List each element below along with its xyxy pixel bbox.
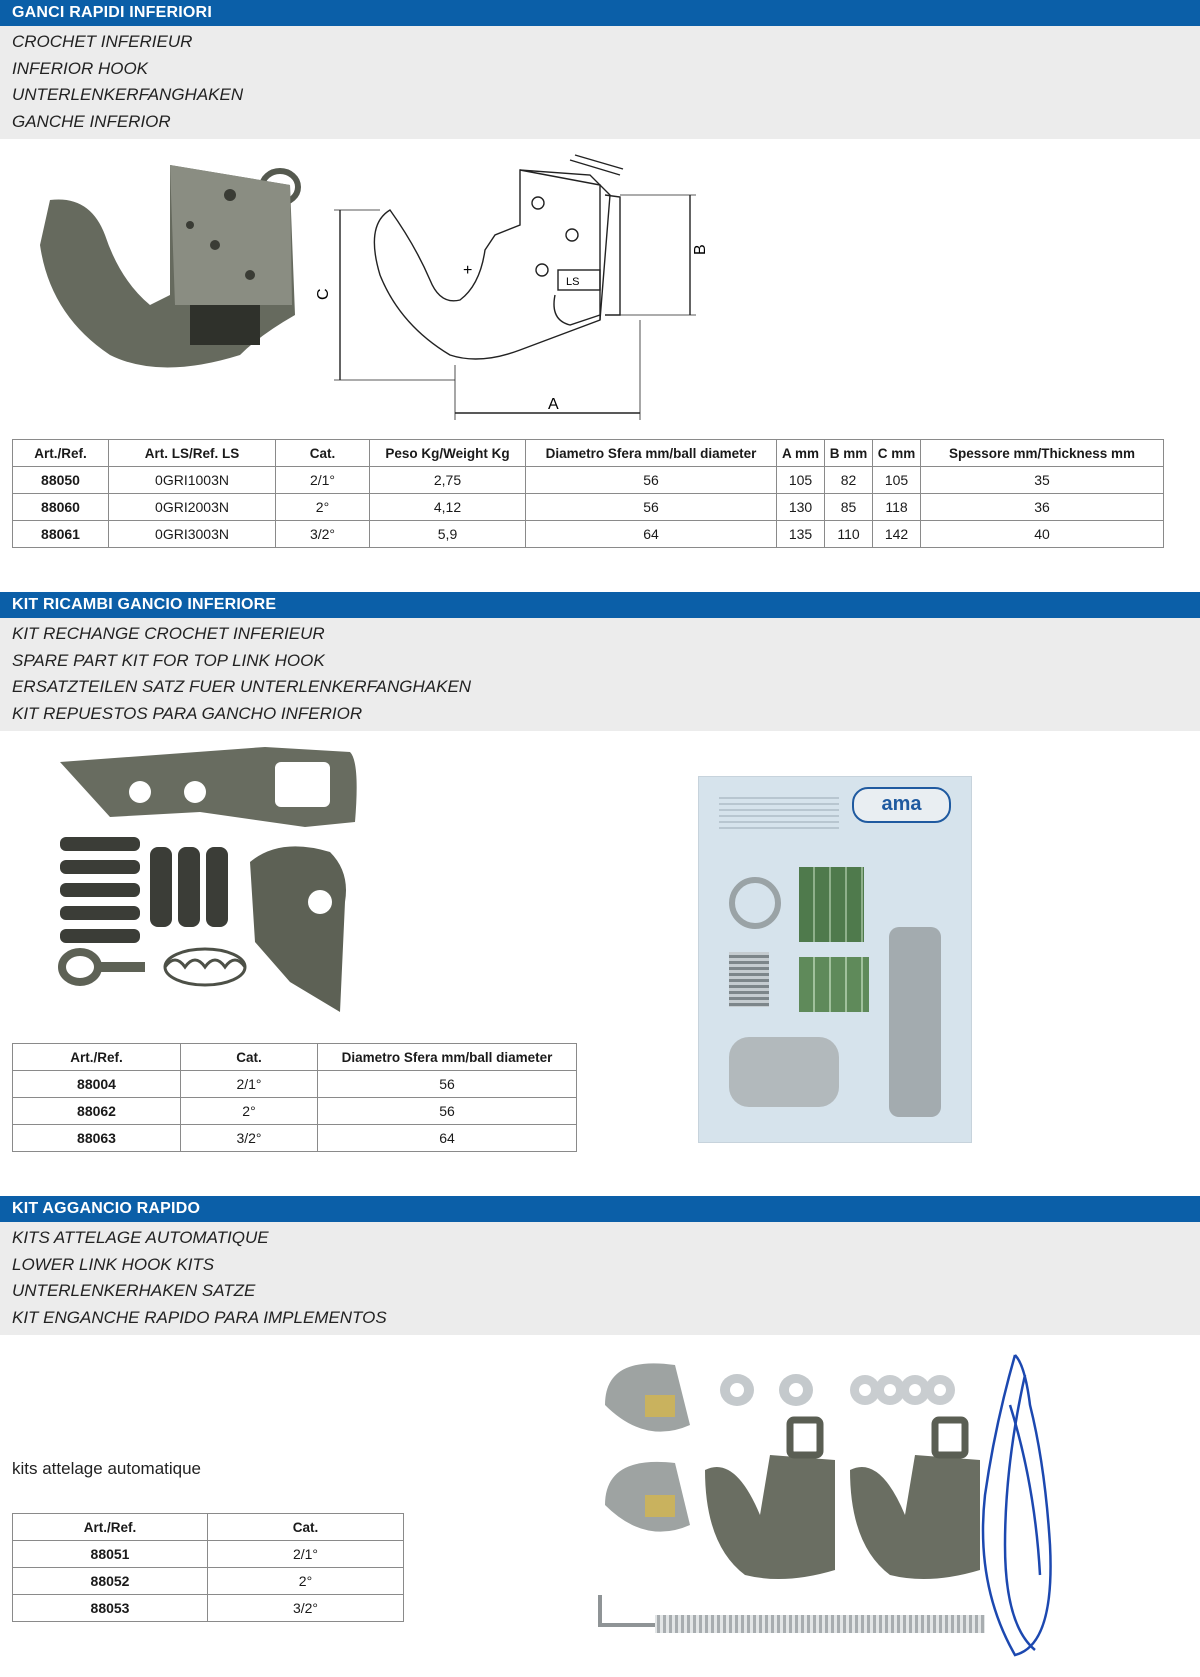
subtitle-band — [0, 618, 1200, 731]
section-hook — [0, 0, 1200, 139]
cell: 85 — [825, 494, 873, 521]
table-row — [13, 467, 1164, 494]
cell: 2/1° — [276, 467, 370, 494]
col-header: Cat. — [276, 440, 370, 467]
subtitle-fr: KIT RECHANGE CROCHET INFERIEUR — [12, 624, 325, 643]
cell: 56 — [318, 1071, 577, 1098]
table-header-row — [13, 1514, 404, 1541]
cell-ref: 88004 — [13, 1071, 181, 1098]
section-quick-coupling — [0, 1196, 1200, 1335]
cell: 130 — [777, 494, 825, 521]
subtitle-es: KIT REPUESTOS PARA GANCHO INFERIOR — [12, 703, 363, 723]
cell: 105 — [873, 467, 921, 494]
cell: 56 — [318, 1098, 577, 1125]
subtitle-de: ERSATZTEILEN SATZ FUER UNTERLENKERFANGHAKEN — [12, 677, 472, 696]
cell: 110 — [825, 521, 873, 548]
section-spare-kit — [0, 592, 1200, 731]
cell-ref: 88061 — [13, 521, 109, 548]
cell: 64 — [526, 521, 777, 548]
cell: 35 — [921, 467, 1164, 494]
subtitle-en: SPARE PART KIT FOR TOP LINK HOOK — [12, 650, 325, 670]
col-header: A mm — [777, 440, 825, 467]
subtitle-fr: CROCHET INFERIEUR — [12, 32, 193, 51]
cell-ref: 88062 — [13, 1098, 181, 1125]
cell: 56 — [526, 494, 777, 521]
cell: 56 — [526, 467, 777, 494]
col-header: Cat. — [181, 1044, 318, 1071]
cell: 3/2° — [181, 1125, 318, 1152]
subtitle-band — [0, 26, 1200, 139]
section-title: KIT AGGANCIO RAPIDO — [0, 1196, 1200, 1222]
cell: 3/2° — [208, 1595, 404, 1622]
dim-label-b: B — [692, 244, 709, 255]
cell: 2/1° — [208, 1541, 404, 1568]
dim-label-a: A — [548, 396, 559, 413]
cell: 142 — [873, 521, 921, 548]
subtitle-fr: KITS ATTELAGE AUTOMATIQUE — [12, 1228, 269, 1247]
cell: 118 — [873, 494, 921, 521]
cell: 64 — [318, 1125, 577, 1152]
blister-pack-photo — [698, 776, 972, 1143]
col-header: Diametro Sfera mm/ball diameter — [318, 1044, 577, 1071]
cell: 5,9 — [370, 521, 526, 548]
cell: 2° — [276, 494, 370, 521]
coupling-kit-table — [12, 1513, 404, 1622]
hook-photo — [30, 155, 310, 385]
cell: 3/2° — [276, 521, 370, 548]
section-title: GANCI RAPIDI INFERIORI — [0, 0, 1200, 26]
dim-label-c: C — [315, 288, 332, 300]
cell-ref: 88063 — [13, 1125, 181, 1152]
cell-ref: 88052 — [13, 1568, 208, 1595]
cell: 36 — [921, 494, 1164, 521]
ring-part — [729, 877, 781, 929]
spare-kit-table — [12, 1043, 577, 1152]
col-header: Cat. — [208, 1514, 404, 1541]
table-row — [13, 1098, 577, 1125]
cell: 40 — [921, 521, 1164, 548]
kit-caption: kits attelage automatique — [12, 1459, 202, 1478]
cell: 4,12 — [370, 494, 526, 521]
table-header-row — [13, 440, 1164, 467]
col-header: Peso Kg/Weight Kg — [370, 440, 526, 467]
green-pins-lower — [799, 957, 869, 1012]
package-label-text — [719, 797, 839, 831]
col-header: Art./Ref. — [13, 440, 109, 467]
hook-spec-table — [12, 439, 1164, 548]
hook-technical-drawing — [315, 155, 720, 420]
col-header: B mm — [825, 440, 873, 467]
spring-part — [729, 952, 769, 1007]
cell: 2,75 — [370, 467, 526, 494]
cell: 0GRI1003N — [109, 467, 276, 494]
coupling-kit-photo — [585, 1345, 1095, 1675]
table-row — [13, 1125, 577, 1152]
cell-ref: 88051 — [13, 1541, 208, 1568]
cell: 135 — [777, 521, 825, 548]
cell: 0GRI3003N — [109, 521, 276, 548]
subtitle-en: LOWER LINK HOOK KITS — [12, 1254, 215, 1274]
subtitle-de: UNTERLENKERHAKEN SATZE — [12, 1281, 256, 1300]
cell-ref: 88060 — [13, 494, 109, 521]
col-header: C mm — [873, 440, 921, 467]
package-logo: ama — [852, 787, 951, 823]
cell: 2° — [208, 1568, 404, 1595]
plus-label: + — [463, 262, 473, 279]
cell: 2° — [181, 1098, 318, 1125]
cell: 2/1° — [181, 1071, 318, 1098]
col-header: Spessore mm/Thickness mm — [921, 440, 1164, 467]
table-header-row — [13, 1044, 577, 1071]
ls-label: LS — [566, 276, 580, 288]
latch-part — [729, 1037, 839, 1107]
spare-parts-photo — [50, 742, 370, 1022]
plate-part — [889, 927, 941, 1117]
subtitle-es: KIT ENGANCHE RAPIDO PARA IMPLEMENTOS — [12, 1307, 387, 1327]
table-row — [13, 1568, 404, 1595]
col-header: Art./Ref. — [13, 1514, 208, 1541]
table-row — [13, 1595, 404, 1622]
subtitle-en: INFERIOR HOOK — [12, 58, 149, 78]
cell: 82 — [825, 467, 873, 494]
table-row — [13, 1541, 404, 1568]
subtitle-band — [0, 1222, 1200, 1335]
cell-ref: 88053 — [13, 1595, 208, 1622]
cell-ref: 88050 — [13, 467, 109, 494]
cell: 105 — [777, 467, 825, 494]
cell: 0GRI2003N — [109, 494, 276, 521]
green-pins — [799, 867, 864, 942]
col-header: Art./Ref. — [13, 1044, 181, 1071]
subtitle-es: GANCHE INFERIOR — [12, 111, 171, 131]
section-title: KIT RICAMBI GANCIO INFERIORE — [0, 592, 1200, 618]
table-row — [13, 521, 1164, 548]
table-row — [13, 494, 1164, 521]
subtitle-de: UNTERLENKERFANGHAKEN — [12, 85, 244, 104]
col-header: Art. LS/Ref. LS — [109, 440, 276, 467]
col-header: Diametro Sfera mm/ball diameter — [526, 440, 777, 467]
table-row — [13, 1071, 577, 1098]
